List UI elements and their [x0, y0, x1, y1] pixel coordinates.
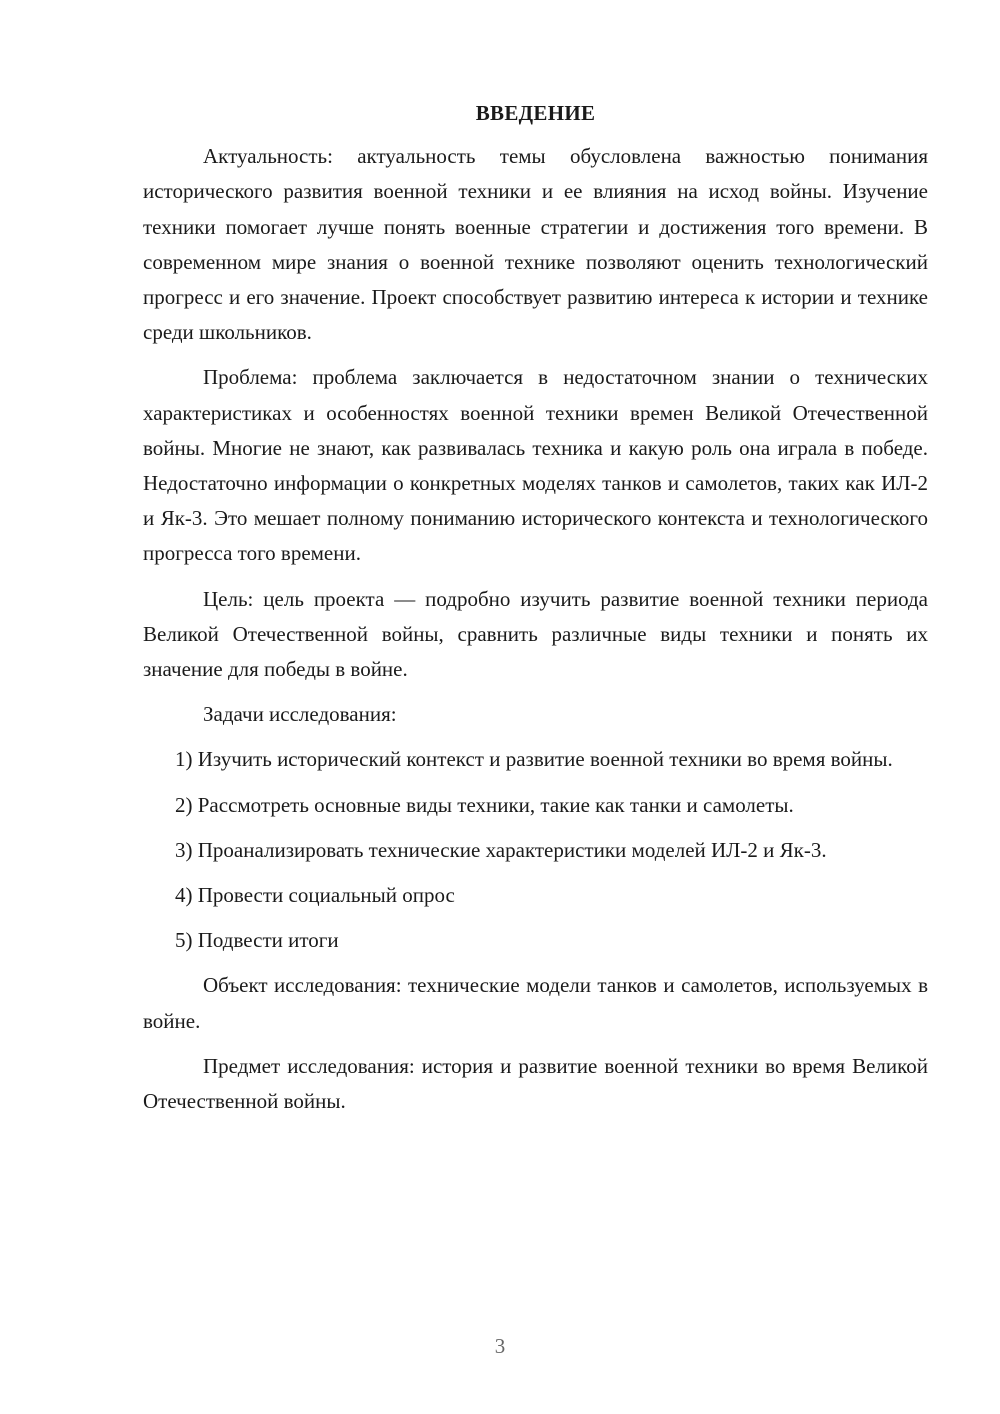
task-item-1: 1) Изучить исторический контекст и развитие военной техники во время войны.	[175, 747, 893, 772]
task-item-4: 4) Провести социальный опрос	[175, 883, 455, 908]
task-item-3: 3) Проанализировать технические характеристики моделей ИЛ-2 и Як-3.	[175, 837, 827, 862]
paragraph-relevance: Актуальность: актуальность темы обусловлена важностью понимания исторического развития военной техники и ее влияния на исход войны. Изучение техники помогает лучше понять военные стратегии и достижения того времени. В современном мире знания о военной технике позволяют оценить технологический прогресс и его значение. Проект способствует развитию интереса к истории и технике среди школьников.	[143, 144, 928, 345]
page-number: 3	[494, 1334, 506, 1358]
task-item-2: 2) Рассмотреть основные виды техники, такие как танки и самолеты.	[175, 792, 794, 817]
page-title: ВВЕДЕНИЕ	[475, 101, 596, 125]
paragraph-problem: Проблема: проблема заключается в недостаточном знании о технических характеристиках и особенностях военной техники времен Великой Отечественной войны. Многие не знают, как развивалась техника и какую роль она играла в победе. Недостаточно информации о конкретных моделях танков и самолетов, таких как ИЛ-2 и Як-3. Это мешает полному пониманию исторического контекста и технологического прогресса того времени.	[143, 365, 928, 566]
paragraph-tasks-heading: Задачи исследования:	[203, 702, 397, 727]
paragraph-object: Объект исследования: технические модели танков и самолетов, используемых в войне.	[143, 973, 928, 1033]
paragraph-subject: Предмет исследования: история и развитие военной техники во время Великой Отечественной войны.	[143, 1053, 928, 1114]
task-item-5: 5) Подвести итоги	[175, 928, 339, 953]
document-page	[143, 96, 928, 1129]
paragraph-goal: Цель: цель проекта — подробно изучить развитие военной техники периода Великой Отечественной войны, сравнить различные виды техники и понять их значение для победы в войне.	[143, 586, 928, 682]
